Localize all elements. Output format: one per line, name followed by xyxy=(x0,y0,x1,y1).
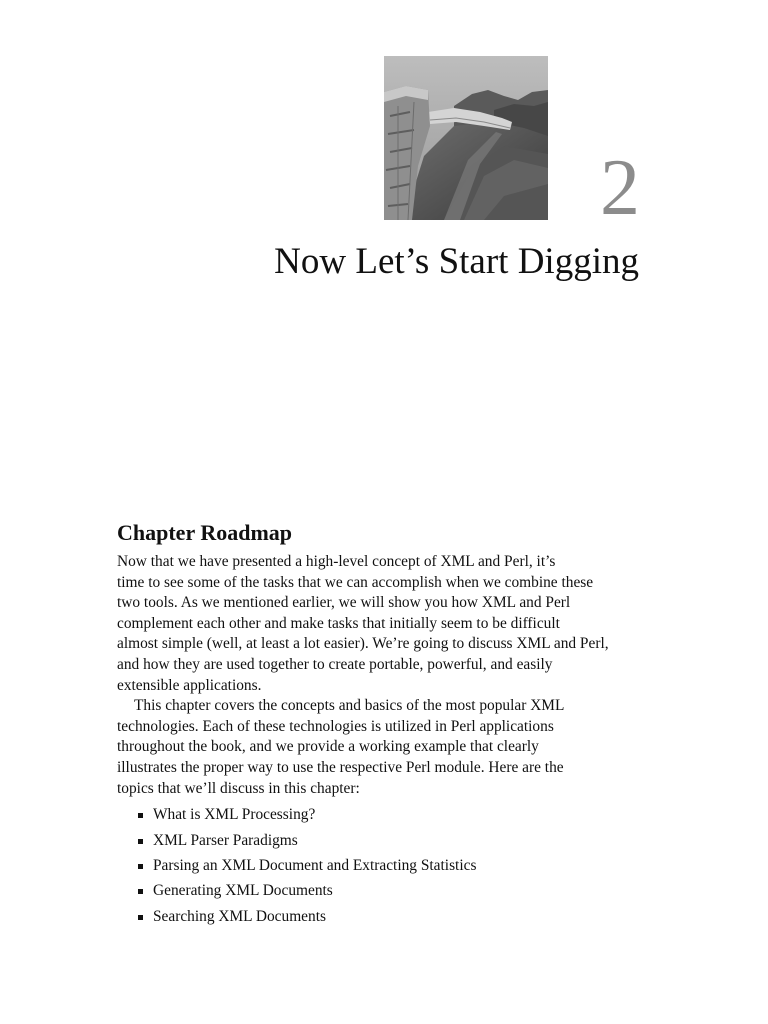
text-line: almost simple (well, at least a lot easier). We’re going to discuss XML and Perl, xyxy=(117,635,609,653)
text-line: time to see some of the tasks that we can accomplish when we combine these xyxy=(117,573,594,591)
topics-list xyxy=(117,802,647,929)
text-line: throughout the book, and we provide a working example that clearly xyxy=(117,738,539,756)
list-item xyxy=(138,904,647,929)
square-bullet-icon xyxy=(138,813,143,818)
list-item-text: Parsing an XML Document and Extracting Statistics xyxy=(153,856,477,874)
list-item xyxy=(138,802,647,827)
chapter-body xyxy=(117,518,647,929)
text-line: complement each other and make tasks that initially seem to be difficult xyxy=(117,614,560,632)
stone-wall-landscape-photo xyxy=(384,56,548,220)
intro-paragraph xyxy=(117,552,647,696)
overview-paragraph xyxy=(117,696,647,799)
list-item-text: Searching XML Documents xyxy=(153,907,326,925)
list-item-text: XML Parser Paradigms xyxy=(153,831,298,849)
text-line: topics that we’ll discuss in this chapter: xyxy=(117,779,360,797)
text-line: illustrates the proper way to use the respective Perl module. Here are the xyxy=(117,758,564,776)
text-line: technologies. Each of these technologies is utilized in Perl applications xyxy=(117,717,554,735)
chapter-number: 2 xyxy=(600,144,640,232)
list-item xyxy=(138,878,647,903)
text-line: two tools. As we mentioned earlier, we will show you how XML and Perl xyxy=(117,594,571,612)
square-bullet-icon xyxy=(138,915,143,920)
section-heading: Chapter Roadmap xyxy=(117,520,293,545)
list-item xyxy=(138,853,647,878)
text-line: Now that we have presented a high-level concept of XML and Perl, it’s xyxy=(117,553,556,570)
text-line: This chapter covers the concepts and basics of the most popular XML xyxy=(134,697,565,715)
list-item xyxy=(138,828,647,853)
list-item-text: Generating XML Documents xyxy=(153,882,333,900)
text-line: and how they are used together to create portable, powerful, and easily xyxy=(117,655,553,673)
square-bullet-icon xyxy=(138,839,143,844)
list-item-text: What is XML Processing? xyxy=(153,806,316,824)
chapter-title: Now Let’s Start Digging xyxy=(274,241,639,282)
chapter-opening-photo xyxy=(384,56,548,220)
text-line: extensible applications. xyxy=(117,676,262,694)
square-bullet-icon xyxy=(138,864,143,869)
square-bullet-icon xyxy=(138,889,143,894)
